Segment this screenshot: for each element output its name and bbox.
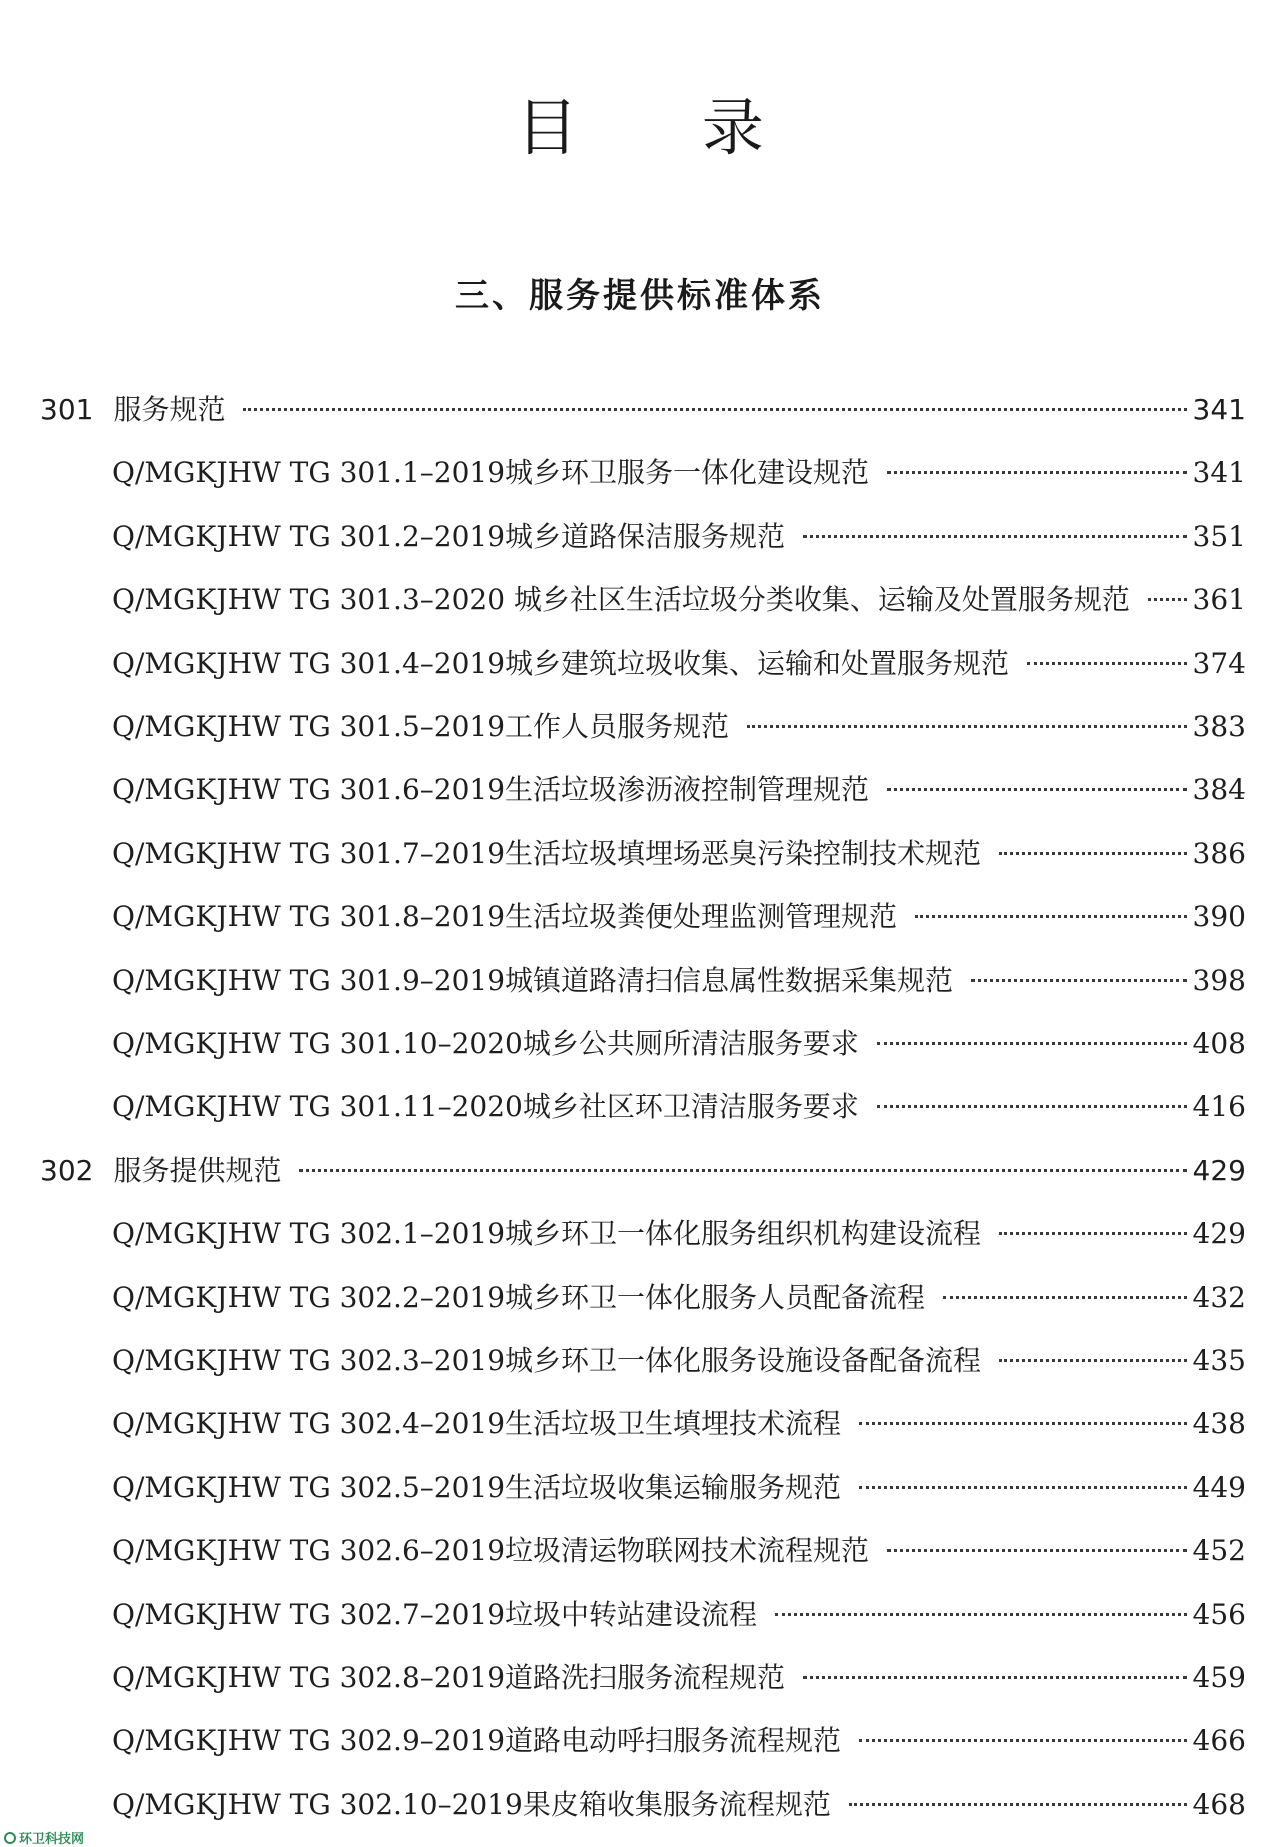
toc-entry-title: Q/MGKJHW TG 301.3–2020 城乡社区生活垃圾分类收集、运输及处置服务规范 xyxy=(112,583,1130,617)
toc-page-number: 466 xyxy=(1192,1724,1246,1758)
toc-entry-title: Q/MGKJHW TG 301.9–2019城镇道路清扫信息属性数据采集规范 xyxy=(112,963,954,997)
toc-entry-title: Q/MGKJHW TG 301.11–2020城乡社区环卫清洁服务要求 xyxy=(112,1090,859,1124)
toc-dot-leader xyxy=(915,914,1187,918)
watermark xyxy=(4,1828,84,1847)
toc-entry-title: Q/MGKJHW TG 301.1–2019城乡环卫服务一体化建设规范 xyxy=(112,456,870,490)
toc-dot-leader xyxy=(1027,661,1187,665)
toc-dot-leader xyxy=(999,851,1187,855)
toc-entry-title: Q/MGKJHW TG 302.4–2019生活垃圾卫生填埋技术流程 xyxy=(112,1407,842,1441)
toc-page-number: 351 xyxy=(1192,519,1246,553)
page-title: 目 录 xyxy=(516,91,816,164)
toc-entry-row xyxy=(112,1024,1246,1064)
toc-group-code: 301 xyxy=(40,393,94,426)
toc-page-number: 390 xyxy=(1192,900,1246,934)
toc-dot-leader xyxy=(803,534,1187,538)
toc-entry-row xyxy=(112,1785,1246,1825)
toc-entry-title: Q/MGKJHW TG 302.1–2019城乡环卫一体化服务组织机构建设流程 xyxy=(112,1217,982,1251)
toc-page-number: 456 xyxy=(1192,1597,1246,1631)
section-heading: 三、服务提供标准体系 xyxy=(455,276,825,316)
toc-entry-title: Q/MGKJHW TG 302.9–2019道路电动呼扫服务流程规范 xyxy=(112,1724,842,1758)
toc-page-number: 416 xyxy=(1192,1090,1246,1124)
toc-entry-row xyxy=(112,1595,1246,1635)
toc-entry-title: Q/MGKJHW TG 302.6–2019垃圾清运物联网技术流程规范 xyxy=(112,1534,870,1568)
toc-entry-title: Q/MGKJHW TG 301.4–2019城乡建筑垃圾收集、运输和处置服务规范 xyxy=(112,646,1010,680)
toc-dot-leader xyxy=(1148,597,1187,601)
toc-page-number: 341 xyxy=(1192,456,1246,490)
toc-entry-row xyxy=(112,453,1246,493)
toc-dot-leader xyxy=(849,1802,1187,1806)
toc-dot-leader xyxy=(999,1231,1187,1235)
toc-page-number: 452 xyxy=(1192,1534,1246,1568)
toc-entry-row xyxy=(112,517,1246,557)
toc-entry-row xyxy=(112,1087,1246,1127)
toc-dot-leader xyxy=(943,1295,1187,1299)
toc-dot-leader xyxy=(859,1485,1187,1489)
toc-page-number: 429 xyxy=(1192,1217,1246,1251)
toc-entry-row xyxy=(112,1531,1246,1571)
toc-page-number: 361 xyxy=(1192,583,1246,617)
watermark-logo-icon xyxy=(4,1832,16,1844)
toc-page-number: 386 xyxy=(1192,836,1246,870)
toc-page-number: 449 xyxy=(1192,1470,1246,1504)
toc-entry-row xyxy=(112,1278,1246,1318)
toc-page-number: 468 xyxy=(1192,1787,1246,1821)
toc-entry-title: Q/MGKJHW TG 301.2–2019城乡道路保洁服务规范 xyxy=(112,519,786,553)
toc-page-number: 383 xyxy=(1192,710,1246,743)
toc-entry-row xyxy=(112,707,1246,747)
toc-group-title: 服务提供规范 xyxy=(113,1153,282,1187)
toc-dot-leader xyxy=(747,724,1187,728)
toc-entry-title: Q/MGKJHW TG 301.10–2020城乡公共厕所清洁服务要求 xyxy=(112,1027,859,1060)
toc-page-number: 408 xyxy=(1192,1027,1246,1060)
toc-page-number: 341 xyxy=(1192,393,1246,426)
toc-entry-row xyxy=(112,1658,1246,1698)
toc-entry-title: Q/MGKJHW TG 301.5–2019工作人员服务规范 xyxy=(112,710,730,743)
toc-entry-row xyxy=(112,897,1246,937)
toc-page-number: 432 xyxy=(1192,1280,1246,1314)
toc-entry-title: Q/MGKJHW TG 301.6–2019生活垃圾渗沥液控制管理规范 xyxy=(112,773,870,807)
toc-page-number: 435 xyxy=(1192,1344,1246,1377)
toc-group-code: 302 xyxy=(40,1153,94,1187)
toc-entry-title: Q/MGKJHW TG 301.8–2019生活垃圾粪便处理监测管理规范 xyxy=(112,900,898,934)
toc-entry-row xyxy=(112,1721,1246,1761)
toc-page-number: 459 xyxy=(1192,1661,1246,1694)
toc-page-number: 398 xyxy=(1192,963,1246,997)
toc-group-row xyxy=(40,390,1246,430)
toc-entry-row xyxy=(112,580,1246,620)
toc-entry-row xyxy=(112,961,1246,1001)
toc-dot-leader xyxy=(877,1104,1187,1108)
toc-entry-row xyxy=(112,770,1246,810)
toc-dot-leader xyxy=(887,787,1187,791)
toc-dot-leader xyxy=(859,1421,1187,1425)
toc-dot-leader xyxy=(243,407,1186,411)
toc-dot-leader xyxy=(971,978,1187,982)
toc-entry-title: Q/MGKJHW TG 302.7–2019垃圾中转站建设流程 xyxy=(112,1597,758,1631)
toc-group-row xyxy=(40,1151,1246,1191)
toc-entry-row xyxy=(112,834,1246,874)
toc-entry-row xyxy=(112,1341,1246,1381)
watermark-text: 环卫科技网 xyxy=(19,1832,85,1847)
toc-entry-title: Q/MGKJHW TG 302.2–2019城乡环卫一体化服务人员配备流程 xyxy=(112,1280,926,1314)
toc-dot-leader xyxy=(999,1358,1187,1362)
toc-page-number: 438 xyxy=(1192,1407,1246,1441)
toc-dot-leader xyxy=(775,1612,1187,1616)
toc-group-title: 服务规范 xyxy=(113,393,226,426)
toc-dot-leader xyxy=(877,1041,1187,1045)
toc-dot-leader xyxy=(887,1548,1187,1552)
toc-entry-title: Q/MGKJHW TG 302.10–2019果皮箱收集服务流程规范 xyxy=(112,1787,831,1821)
toc-entry-title: Q/MGKJHW TG 302.5–2019生活垃圾收集运输服务规范 xyxy=(112,1470,842,1504)
toc-entry-title: Q/MGKJHW TG 302.3–2019城乡环卫一体化服务设施设备配备流程 xyxy=(112,1344,982,1377)
toc-dot-leader xyxy=(299,1168,1186,1172)
toc-entry-row xyxy=(112,1468,1246,1508)
toc-dot-leader xyxy=(887,470,1187,474)
toc-page-number: 374 xyxy=(1192,646,1246,680)
toc-page-number: 429 xyxy=(1192,1153,1246,1187)
toc-entry-row xyxy=(112,1404,1246,1444)
toc-dot-leader xyxy=(859,1738,1187,1742)
toc-entry-row xyxy=(112,1214,1246,1254)
toc-entry-title: Q/MGKJHW TG 302.8–2019道路洗扫服务流程规范 xyxy=(112,1661,786,1694)
toc-entry-title: Q/MGKJHW TG 301.7–2019生活垃圾填埋场恶臭污染控制技术规范 xyxy=(112,836,982,870)
toc-page-number: 384 xyxy=(1192,773,1246,807)
toc-dot-leader xyxy=(803,1675,1187,1679)
toc-entry-row xyxy=(112,644,1246,684)
